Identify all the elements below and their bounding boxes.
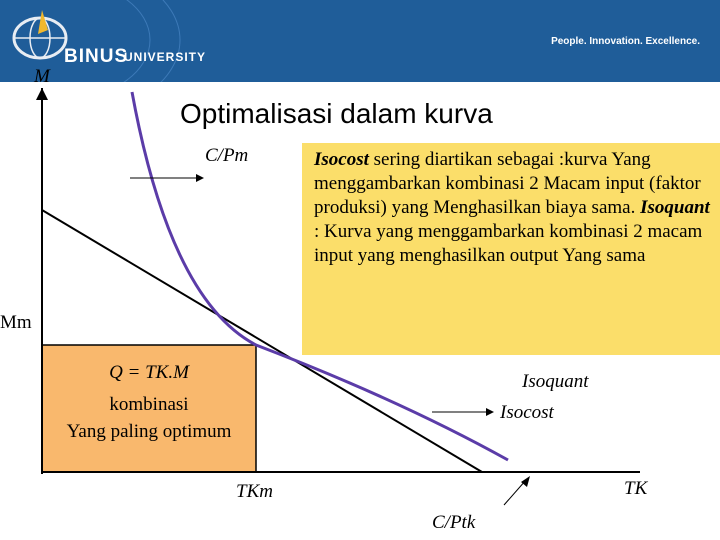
isocost-label: Isocost (500, 402, 554, 423)
kombinasi-label: kombinasi (109, 394, 189, 415)
q-formula: Q = TK.M (109, 362, 189, 383)
brand-sub: UNIVERSITY (124, 50, 207, 64)
y-axis-arrow (36, 88, 48, 100)
info-text-part2: : Kurva yang menggambarkan kombinasi 2 macam input yang menghasilkan output Yang sama (314, 221, 703, 266)
mm-label: Mm (0, 312, 32, 333)
cpm-label: C/Pm (205, 145, 249, 166)
brand-name: BINUS (64, 46, 129, 67)
optimum-label: Yang paling optimum (66, 421, 232, 442)
info-text-part1: sering diartikan sebagai :kurva Yang menggambarkan kombinasi 2 Macam input (faktor produksi) yang Menghasilkan biaya sama. (314, 149, 701, 218)
info-text (314, 148, 718, 268)
isoquant-label: Isoquant (522, 371, 589, 392)
cptk-label: C/Ptk (432, 512, 476, 533)
tagline: People. Innovation. Excellence. (551, 36, 700, 47)
isocost-term: Isocost (314, 149, 369, 170)
q-label (42, 362, 256, 384)
isoquant-term: Isoquant (640, 197, 710, 218)
axis-x-label: TK (624, 478, 648, 499)
cptk-arrow (504, 480, 526, 505)
slide-title: Optimalisasi dalam kurva (180, 98, 493, 129)
axis-y-label: M (34, 66, 50, 87)
tkm-label: TKm (236, 481, 273, 502)
